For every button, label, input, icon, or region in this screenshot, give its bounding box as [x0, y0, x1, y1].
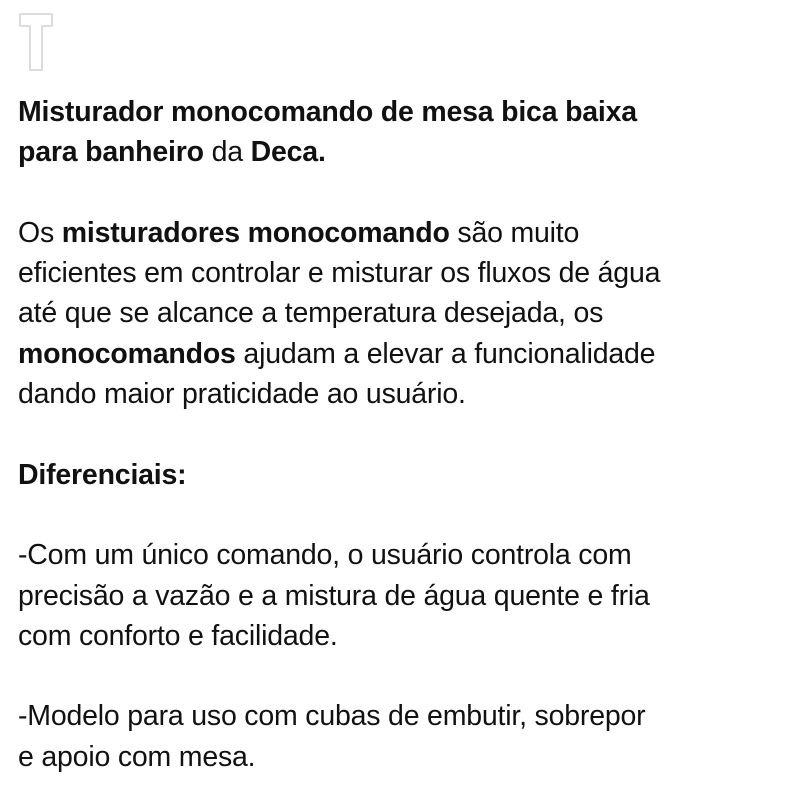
feature-line: com conforto e facilidade. — [18, 619, 338, 652]
title-text: da — [203, 136, 251, 169]
title-paragraph — [18, 92, 788, 173]
feature-item — [18, 696, 788, 777]
intro-paragraph — [18, 213, 788, 414]
feature-line: -Modelo para uso com cubas de embutir, sobrepor — [18, 700, 646, 733]
intro-bold-text: monocomandos — [18, 337, 236, 370]
feature-line: e apoio com mesa. — [18, 740, 256, 773]
intro-line: até que se alcance a temperatura desejada, os — [18, 297, 604, 330]
intro-text: Os — [18, 216, 62, 249]
intro-bold-text: misturadores monocomando — [61, 216, 450, 249]
feature-line: -Com um único comando, o usuário controla com — [18, 539, 632, 572]
t-logo-icon — [18, 12, 54, 72]
brand-name: Deca. — [250, 136, 326, 169]
feature-item — [18, 535, 788, 656]
features-heading-paragraph — [18, 455, 788, 495]
intro-line: dando maior praticidade ao usuário. — [18, 378, 466, 411]
intro-line — [18, 213, 788, 253]
intro-line — [18, 334, 788, 374]
title-bold-text: para banheiro — [18, 136, 204, 169]
feature-line: precisão a vazão e a mistura de água quente e fria — [18, 579, 650, 612]
intro-text: são muito — [449, 216, 580, 249]
features-heading: Diferenciais: — [18, 458, 187, 491]
product-description — [18, 92, 788, 777]
title-line: Misturador monocomando de mesa bica baixa — [18, 96, 637, 128]
title-line — [18, 132, 788, 172]
intro-text: ajudam a elevar a funcionalidade — [235, 337, 656, 370]
intro-line: eficientes em controlar e misturar os fluxos de água — [18, 257, 661, 290]
